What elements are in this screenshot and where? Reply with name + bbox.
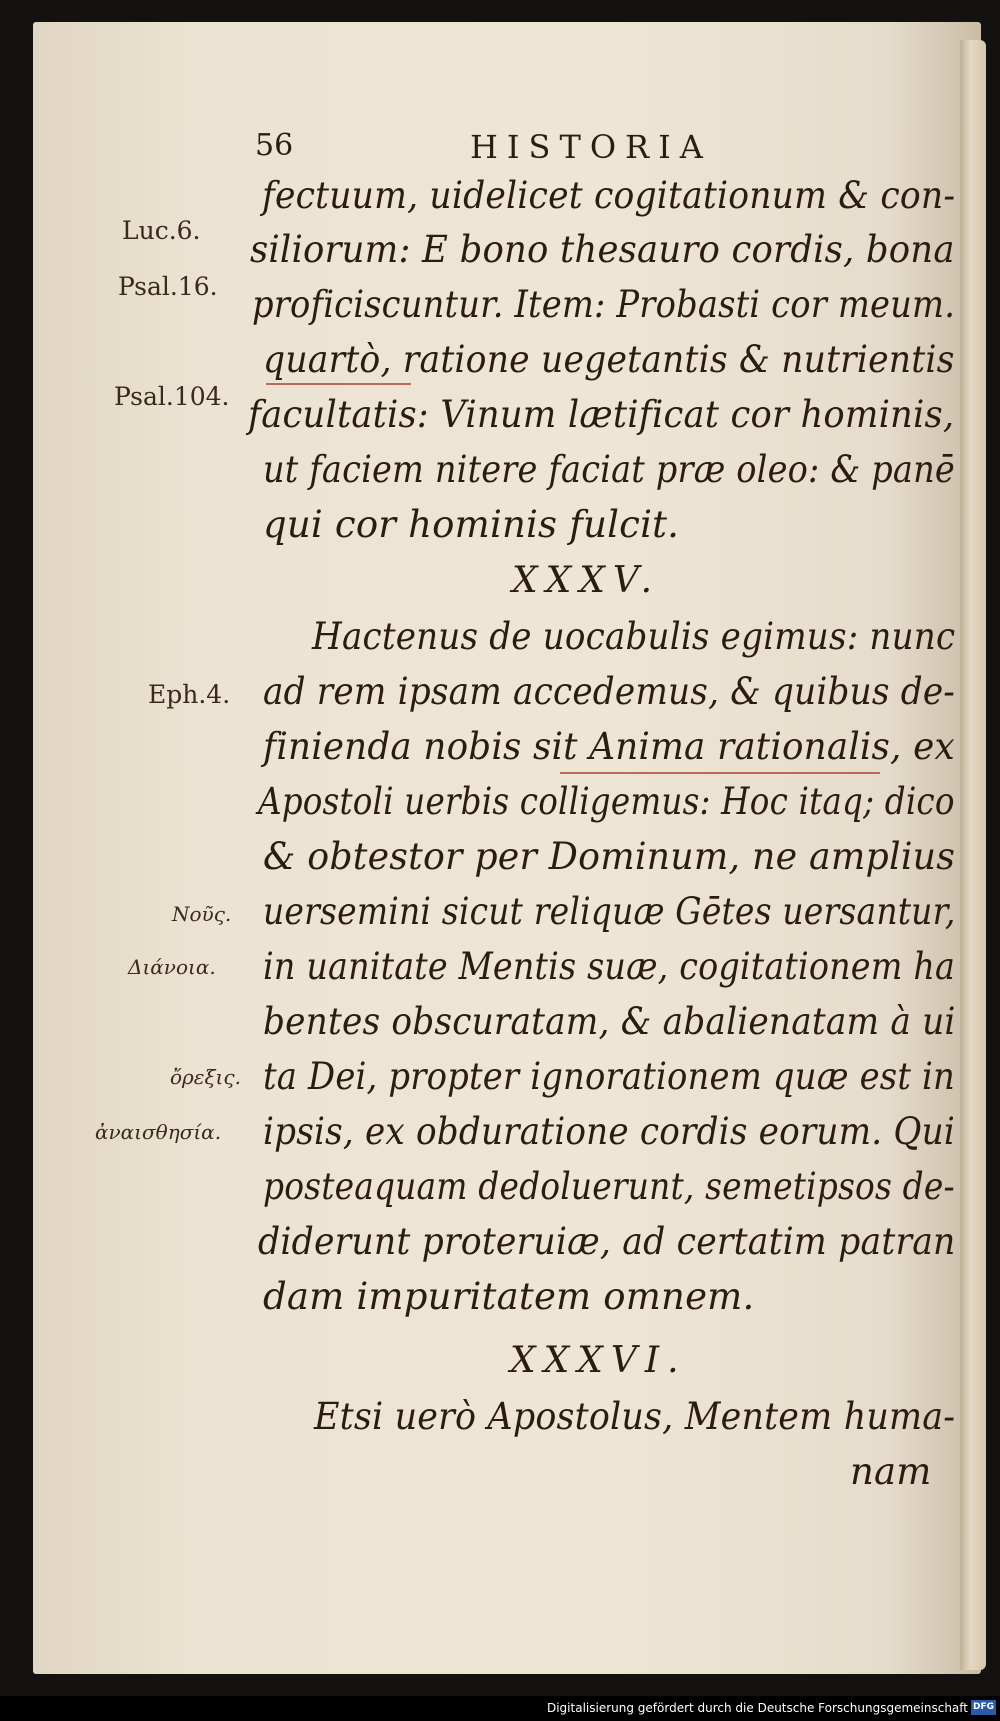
text-line: posteaquam dedoluerunt, semetipsos de- <box>263 1165 955 1208</box>
text-line: bentes obscuratam, & abalienatam à ui <box>263 1000 956 1043</box>
margin-note: Psal.16. <box>118 272 218 301</box>
dfg-logo: DFG <box>971 1700 996 1715</box>
margin-note: ὄρεξις. <box>170 1065 241 1089</box>
margin-note: Eph.4. <box>148 680 231 709</box>
red-underline <box>266 383 411 385</box>
margin-note: Psal.104. <box>114 382 230 411</box>
section-heading: XXXV. <box>512 560 661 601</box>
page-edge <box>960 40 986 1670</box>
red-underline <box>560 772 880 774</box>
text-line: quartò, ratione uegetantis & nutrientis <box>263 338 955 381</box>
text-line: in uanitate Mentis suæ, cogitationem ha <box>263 945 956 988</box>
page-header <box>255 128 735 168</box>
margin-note: Διάνοια. <box>128 955 216 979</box>
text-line: ad rem ipsam accedemus, & quibus de- <box>263 670 956 713</box>
text-line: Apostoli uerbis colligemus: Hoc itaq; dico <box>258 780 955 823</box>
footer-credit: Digitalisierung gefördert durch die Deutsche Forschungsgemeinschaft <box>546 1701 968 1715</box>
text-line: finienda nobis sit Anima rationalis, ex <box>263 725 955 768</box>
page-number: 56 <box>255 128 294 163</box>
text-line: Hactenus de uocabulis egimus: nunc <box>312 615 956 658</box>
text-line: diderunt proteruiæ, ad certatim patran <box>258 1220 956 1263</box>
margin-note: Νοῦς. <box>172 902 232 926</box>
text-line: ta Dei, propter ignorationem quæ est in <box>263 1055 955 1098</box>
text-line: proficiscuntur. Item: Probasti cor meum. <box>252 283 956 326</box>
text-line: siliorum: E bono thesauro cordis, bona <box>250 228 955 271</box>
text-line: qui cor hominis fulcit. <box>263 503 680 546</box>
text-line: uersemini sicut reliquæ Gētes uersantur, <box>263 890 956 933</box>
text-line: fectuum, uidelicet cogitationum & con- <box>262 174 956 217</box>
text-line: facultatis: Vinum lætificat cor hominis, <box>248 393 955 436</box>
margin-note: ἀναισθησία. <box>95 1120 222 1144</box>
text-line: nam <box>850 1450 932 1493</box>
text-line: dam impuritatem omnem. <box>263 1275 755 1318</box>
text-line: ut faciem nitere faciat præ oleo: & panē <box>263 448 955 491</box>
margin-note: Luc.6. <box>122 216 201 245</box>
text-line: Etsi uerò Apostolus, Mentem huma- <box>314 1395 956 1438</box>
text-line: ipsis, ex obduratione cordis eorum. Qui <box>263 1110 956 1153</box>
section-heading: XXXVI. <box>510 1340 687 1381</box>
text-line: & obtestor per Dominum, ne amplius <box>263 835 956 878</box>
footer-bar <box>0 1696 1000 1721</box>
running-title: HISTORIA <box>470 128 712 166</box>
